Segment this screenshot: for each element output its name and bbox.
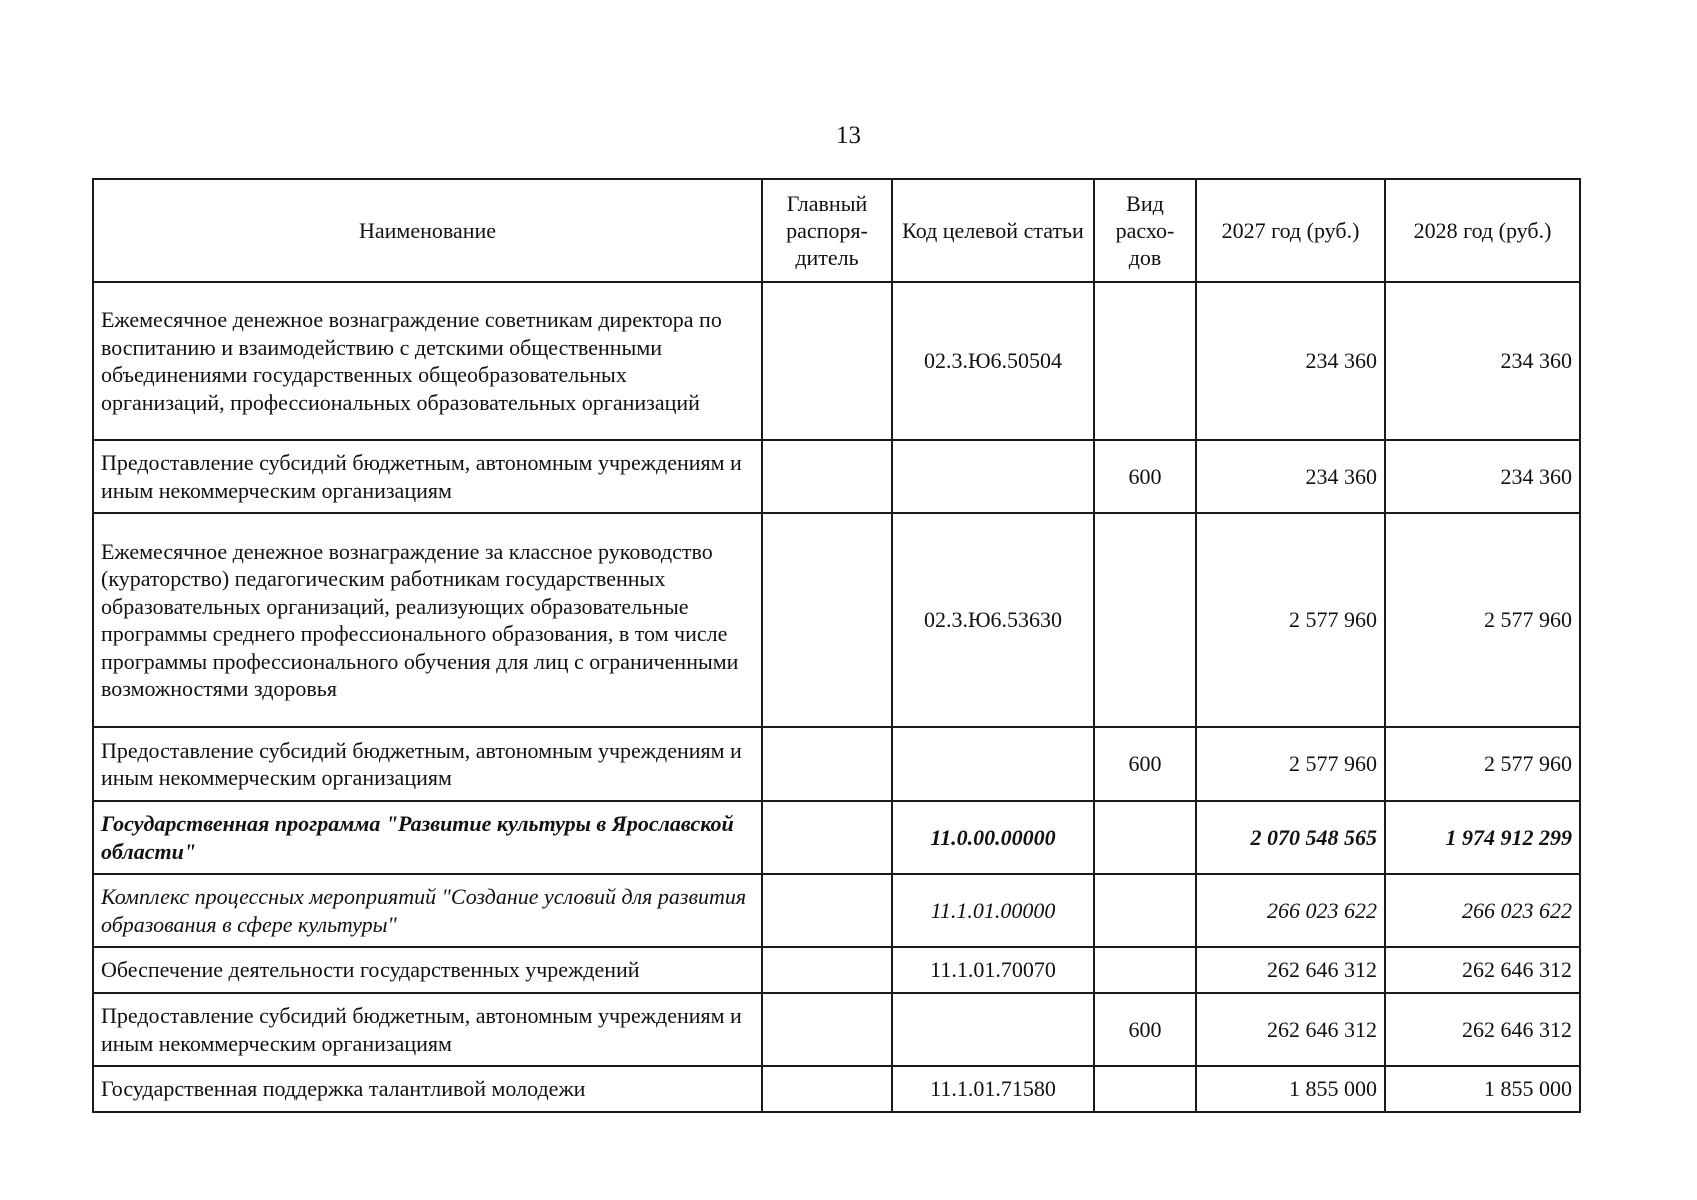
- cell-code: 11.1.01.70070: [892, 947, 1094, 993]
- header-2028: 2028 год (руб.): [1385, 179, 1580, 282]
- header-name: Наименование: [93, 179, 762, 282]
- cell-2028: 234 360: [1385, 440, 1580, 513]
- cell-code: 11.0.00.00000: [892, 801, 1094, 874]
- cell-code: [892, 727, 1094, 801]
- table-row: [93, 993, 1580, 1066]
- header-kind: Вид расхо-дов: [1094, 179, 1196, 282]
- cell-kind: 600: [1094, 993, 1196, 1066]
- cell-kind: 600: [1094, 440, 1196, 513]
- cell-chief: [762, 727, 892, 801]
- cell-kind: [1094, 282, 1196, 440]
- cell-2027: 234 360: [1196, 440, 1385, 513]
- cell-2027: 262 646 312: [1196, 993, 1385, 1066]
- cell-2027: 1 855 000: [1196, 1066, 1385, 1112]
- table-row-program: [93, 801, 1580, 874]
- cell-code: 02.3.Ю6.53630: [892, 513, 1094, 727]
- cell-code: 11.1.01.00000: [892, 874, 1094, 947]
- table-row: [93, 727, 1580, 801]
- cell-2028: 2 577 960: [1385, 727, 1580, 801]
- table-row: [93, 282, 1580, 440]
- cell-chief: [762, 874, 892, 947]
- table-row-complex: [93, 874, 1580, 947]
- table-row: [93, 513, 1580, 727]
- cell-chief: [762, 1066, 892, 1112]
- header-chief: Главный распоря-дитель: [762, 179, 892, 282]
- cell-chief: [762, 801, 892, 874]
- cell-kind: [1094, 513, 1196, 727]
- cell-2027: 2 577 960: [1196, 513, 1385, 727]
- cell-chief: [762, 440, 892, 513]
- cell-2028: 262 646 312: [1385, 993, 1580, 1066]
- header-row: [93, 179, 1580, 282]
- cell-2027: 266 023 622: [1196, 874, 1385, 947]
- cell-name: Предоставление субсидий бюджетным, автономным учреждениям и иным некоммерческим организациям: [93, 440, 762, 513]
- cell-name: Предоставление субсидий бюджетным, автономным учреждениям и иным некоммерческим организациям: [93, 727, 762, 801]
- cell-2028: 262 646 312: [1385, 947, 1580, 993]
- cell-kind: [1094, 1066, 1196, 1112]
- cell-2027: 2 070 548 565: [1196, 801, 1385, 874]
- cell-name: Ежемесячное денежное вознаграждение советникам директора по воспитанию и взаимодействию с детскими общественными объединениями государственных общеобразовательных организаций, профессиональных образовательных организаций: [93, 282, 762, 440]
- cell-name: Комплекс процессных мероприятий "Создание условий для развития образования в сфере культуры": [93, 874, 762, 947]
- cell-kind: [1094, 947, 1196, 993]
- cell-code: [892, 440, 1094, 513]
- cell-name: Предоставление субсидий бюджетным, автономным учреждениям и иным некоммерческим организациям: [93, 993, 762, 1066]
- cell-code: 02.3.Ю6.50504: [892, 282, 1094, 440]
- cell-name: Государственная программа "Развитие культуры в Ярославской области": [93, 801, 762, 874]
- cell-code: [892, 993, 1094, 1066]
- header-code: Код целевой статьи: [892, 179, 1094, 282]
- cell-2027: 2 577 960: [1196, 727, 1385, 801]
- cell-kind: [1094, 874, 1196, 947]
- cell-2028: 1 855 000: [1385, 1066, 1580, 1112]
- cell-name: Государственная поддержка талантливой молодежи: [93, 1066, 762, 1112]
- budget-table: [92, 178, 1581, 1113]
- header-2027: 2027 год (руб.): [1196, 179, 1385, 282]
- cell-2027: 234 360: [1196, 282, 1385, 440]
- cell-chief: [762, 947, 892, 993]
- cell-kind: 600: [1094, 727, 1196, 801]
- cell-chief: [762, 993, 892, 1066]
- table-row: [93, 1066, 1580, 1112]
- cell-2027: 262 646 312: [1196, 947, 1385, 993]
- page-number: 13: [836, 122, 861, 149]
- cell-chief: [762, 513, 892, 727]
- cell-2028: 2 577 960: [1385, 513, 1580, 727]
- table-row: [93, 947, 1580, 993]
- table-row: [93, 440, 1580, 513]
- cell-2028: 234 360: [1385, 282, 1580, 440]
- cell-name: Ежемесячное денежное вознаграждение за классное руководство (кураторство) педагогическим работникам государственных образовательных организаций, реализующих образовательные программы среднего профессионального образования, в том числе программы профессионального обучения для лиц с ограниченными возможностями здоровья: [93, 513, 762, 727]
- cell-code: 11.1.01.71580: [892, 1066, 1094, 1112]
- cell-2028: 1 974 912 299: [1385, 801, 1580, 874]
- cell-2028: 266 023 622: [1385, 874, 1580, 947]
- cell-name: Обеспечение деятельности государственных учреждений: [93, 947, 762, 993]
- cell-kind: [1094, 801, 1196, 874]
- cell-chief: [762, 282, 892, 440]
